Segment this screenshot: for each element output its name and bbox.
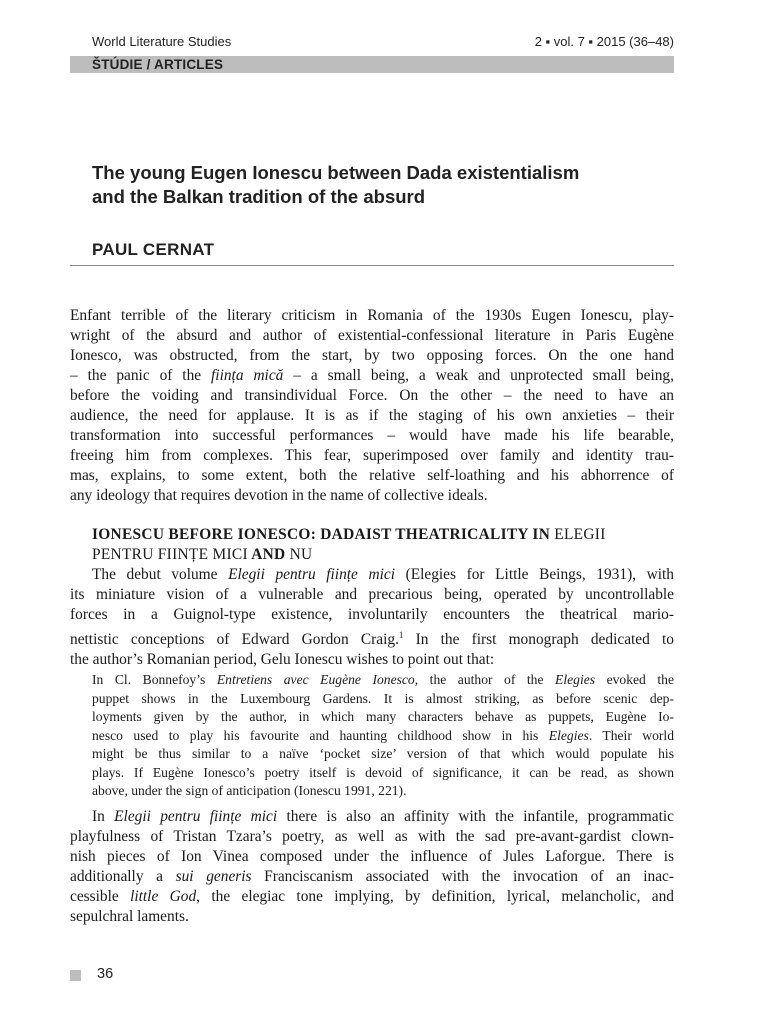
heading-title: NU [285, 546, 313, 563]
abstract-line: any ideology that requires devotion in the name of collective ideals. [70, 487, 488, 504]
heading-title: PENTRU FIINȚE MICI [92, 546, 248, 563]
abstract-line: transformation into successful performances – would have made his life bearable, [70, 427, 674, 444]
section-bar [70, 56, 674, 73]
text-run: , the author of the [414, 672, 556, 687]
heading-title: ELEGII [550, 526, 606, 543]
text-run: nesco used to play his favourite and haunting childhood show in his [92, 727, 549, 743]
italic-run: Elegies [555, 672, 596, 687]
paragraph [70, 565, 674, 670]
paragraph-line: nish pieces of Ion Vinea composed under the influence of Jules Laforgue. There is [70, 848, 674, 865]
author-name: PAUL CERNAT [92, 240, 215, 259]
italic-run: sui generis [175, 868, 252, 885]
section-heading [92, 525, 606, 565]
text-run: there is also an affinity with the infantile, programmatic [277, 808, 674, 825]
abstract-line: before the voiding and transindividual Force. On the other – the need to have an [70, 387, 674, 404]
title-line: and the Balkan tradition of the absurd [92, 186, 426, 207]
italic-run: Entretiens avec Eugène Ionesco [216, 672, 415, 687]
abstract-line: Ionesco, was obstructed, from the start, by two opposing forces. On the one hand [70, 347, 674, 364]
paragraph-line [70, 565, 674, 585]
quote-line: puppet shows in the Luxembourg Gardens. It is almost striking, as before scenic dep- [92, 690, 674, 706]
text-run: – the panic of the [70, 367, 212, 384]
paragraph-line: forces in a Guignol-type existence, involuntarily encounters the theatrical mario- [70, 606, 674, 623]
text-run: . Their world [588, 727, 675, 743]
abstract [70, 306, 674, 506]
paragraph-line: its miniature vision of a vulnerable and precarious being, operated by uncontrollable [70, 586, 674, 603]
section-label: ŠTÚDIE / ARTICLES [92, 57, 224, 72]
article-title [92, 161, 692, 209]
text-run: Franciscanism associated with the invocation of an inac- [251, 868, 674, 885]
italic-run: little God [130, 888, 197, 905]
quote-line [92, 727, 674, 746]
text-run: In [92, 808, 115, 825]
paragraph [70, 807, 674, 927]
journal-name: World Literature Studies [92, 34, 232, 49]
title-line: The young Eugen Ionescu between Dada existentialism [92, 162, 580, 183]
paragraph-line: playfulness of Tristan Tzara’s poetry, as well as with the sad pre-avant-gardist clown- [70, 828, 674, 845]
italic-run: Elegii pentru ființe mici [228, 566, 395, 583]
footer-marker [70, 970, 81, 981]
heading-bold: AND [247, 546, 286, 563]
abstract-line: mas, explains, to some extent, both the relative self-loathing and his abhorrence of [70, 467, 674, 484]
paragraph-line [70, 887, 674, 907]
quote-line: might be thus similar to a naïve ‘pocket size’ version of that which would populate his [92, 746, 674, 761]
paragraph-line [70, 625, 674, 650]
text-run: cessible [70, 888, 131, 905]
text-run: additionally a [70, 868, 176, 885]
abstract-line: Enfant terrible of the literary criticism in Romania of the 1930s Eugen Ionescu, play- [70, 307, 674, 324]
text-run: In Cl. Bonnefoy’s [92, 672, 217, 687]
quote-line: above, under the sign of anticipation (Ionescu 1991, 221). [92, 783, 407, 798]
text-run: – a small being, a weak and unprotected small being, [283, 367, 674, 384]
paragraph-line [70, 867, 674, 887]
footnote-marker[interactable]: 1 [398, 630, 404, 640]
paragraph-line [70, 807, 674, 827]
text-run: evoked the [595, 672, 674, 687]
text-run: The debut volume [92, 566, 229, 583]
page-number: 36 [97, 966, 114, 982]
quote-line: loyments given by the author, in which many characters behave as puppets, Eugène Io- [92, 709, 674, 724]
text-run: In the first monograph dedicated to [403, 631, 674, 649]
block-quote [92, 671, 674, 801]
quote-line [92, 671, 674, 690]
text-run: nettistic conceptions of Edward Gordon Craig. [70, 631, 399, 649]
abstract-line: wright of the absurd and author of existential-confessional literature in Paris Eugène [70, 327, 674, 344]
italic-run: ființa mică [211, 367, 284, 384]
abstract-line [70, 366, 674, 386]
paragraph-line: the author’s Romanian period, Gelu Ionescu wishes to point out that: [70, 651, 495, 669]
quote-line: plays. If Eugène Ionesco’s poetry itself is devoid of significance, it can be read, as shown [92, 764, 674, 780]
text-run: , the elegiac tone implying, by definition, lyrical, melancholic, and [196, 888, 674, 905]
heading-bold: IONESCU BEFORE IONESCO: DADAIST THEATRICALITY IN [92, 526, 551, 543]
issue-info: 2 ▪ vol. 7 ▪ 2015 (36–48) [534, 34, 674, 49]
italic-run: Elegii pentru ființe mici [114, 808, 278, 825]
author-divider [70, 265, 674, 266]
paragraph-line: sepulchral laments. [70, 908, 189, 925]
running-header [92, 34, 674, 49]
text-run: (Elegies for Little Beings, 1931), with [394, 566, 675, 583]
abstract-line: freeing him from complexes. This fear, superimposed over family and identity trau- [70, 447, 674, 464]
abstract-line: audience, the need for applause. It is as if the staging of his own anxieties – their [70, 407, 674, 424]
italic-run: Elegies [548, 727, 589, 743]
